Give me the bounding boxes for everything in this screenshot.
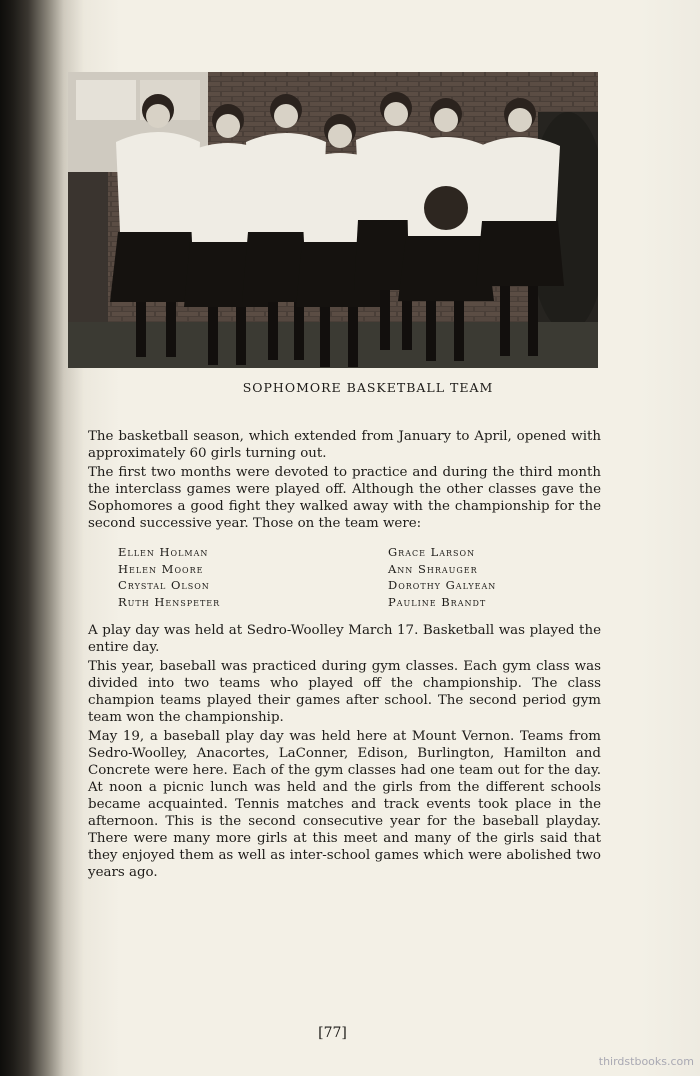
paragraph: The basketball season, which extended from January to April, opened with approximately 60 girls turning out. — [88, 429, 601, 461]
watermark: thirdstbooks.com — [598, 1055, 694, 1068]
article-body — [88, 428, 601, 883]
roster-name: Helen Moore — [118, 561, 204, 576]
team-roster — [118, 544, 601, 610]
roster-column-left — [118, 544, 388, 610]
roster-name: Ellen Holman — [118, 545, 209, 559]
paragraph: May 19, a baseball play day was held here at Mount Vernon. Teams from Sedro-Woolley, Anacortes, LaConner, Edison, Burlington, Hamilton and Concrete were here. Each of the gym classes had one team out for the day. At noon a picnic lunch was held and the girls from the different schools became acquainted. Tennis matches and track events took place in the afternoon. This is the second consecutive year for the baseball playday. There were many more girls at this meet and many of the girls said that they enjoyed them as well as inter-school games which were abolished two years ago. — [88, 729, 601, 880]
roster-name: Ann Shrauger — [388, 561, 478, 576]
roster-name: Crystal Olson — [118, 578, 210, 592]
roster-name: Ruth Henspeter — [118, 594, 221, 609]
paragraph: This year, baseball was practiced during gym classes. Each gym class was divided into two teams who played off the championship. The class champion teams played their games after school. The second period gym team won the championship. — [88, 659, 601, 725]
roster-name: Dorothy Galyean — [388, 578, 497, 592]
paragraph: A play day was held at Sedro-Woolley March 17. Basketball was played the entire day. — [88, 623, 601, 655]
roster-name: Grace Larson — [388, 545, 476, 559]
roster-name: Pauline Brandt — [388, 594, 487, 609]
photo-caption: SOPHOMORE BASKETBALL TEAM — [242, 380, 494, 395]
roster-column-right — [388, 544, 628, 610]
team-photograph — [68, 72, 598, 368]
page-number: [77] — [318, 1025, 347, 1041]
paragraph: The first two months were devoted to practice and during the third month the interclass games were played off. Although the other classes gave the Sophomores a good fight they walked away with the championship for the second successive year. Those on the team were: — [88, 465, 601, 531]
